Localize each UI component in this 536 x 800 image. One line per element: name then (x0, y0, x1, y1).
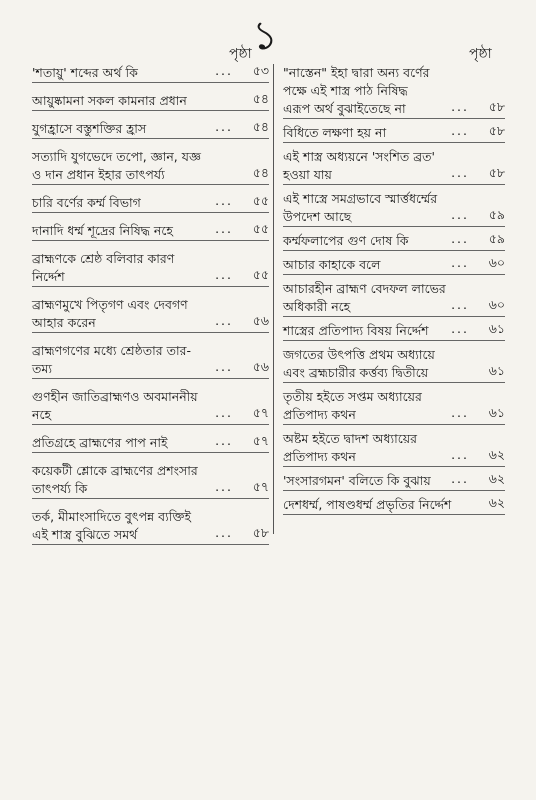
toc-entry (283, 148, 505, 185)
toc-entry-page-number: ৬০ (488, 255, 505, 270)
toc-entry-line: পক্ষে এই শাস্ত্র পাঠ নিষিদ্ধ (283, 83, 408, 98)
toc-entry-line: চারি বর্ণের কর্ম্ম বিভাগ (32, 195, 141, 210)
toc-entry-line: আয়ুষ্কামনা সকল কামনার প্রধান (32, 93, 187, 108)
toc-entry-title (32, 462, 269, 498)
toc-entry (283, 322, 505, 341)
toc-entry-line: প্রতিগ্রহে ব্রাহ্মণের পাপ নাই (32, 435, 168, 450)
toc-entry-line: শাস্ত্রের প্রতিপাদ্য বিষয় নির্দ্দেশ (283, 323, 429, 338)
toc-entry-line: প্রতিপাদ্য কথন (283, 407, 356, 422)
toc-entry-title (32, 342, 269, 378)
toc-entry (283, 190, 505, 227)
toc-entry-page-number: ৫৪ (252, 119, 269, 134)
toc-entry (32, 64, 269, 83)
toc-entry-title (283, 190, 505, 226)
toc-entry-title (283, 280, 505, 316)
toc-entry-title (32, 92, 269, 110)
toc-entry-line: দেশধর্ম্ম, পাষণ্ডধর্ম্ম প্রভৃতির নির্দ্দেশ (283, 497, 452, 512)
toc-entry-line: ব্রাহ্মণমুখে পিতৃগণ এবং দেবগণ (32, 297, 188, 312)
toc-entry-title (32, 194, 269, 212)
toc-entry-page-number: ৬১ (488, 363, 505, 378)
toc-entry-line: তৃতীয় হইতে সপ্তম অধ্যায়ের (283, 389, 422, 404)
toc-entry-line: নির্দ্দেশ (32, 269, 65, 284)
toc-entry (283, 430, 505, 467)
toc-entry-line: কয়েকটী শ্লোকে ব্রাহ্মণের প্রশংসার (32, 463, 198, 478)
toc-entry-title (32, 250, 269, 286)
toc-entry-line: জগতের উৎপত্তি প্রথম অধ্যায়ে (283, 347, 435, 362)
toc-entry-page-number: ৫৪ (252, 91, 269, 106)
toc-entry-title (283, 472, 505, 490)
page-column-header-right: পৃষ্ঠা (469, 46, 492, 62)
toc-entry-line: 'শতায়ু' শব্দের অর্থ কি (32, 65, 138, 80)
toc-entry-title (283, 388, 505, 424)
toc-entry-line: এই শাস্ত্র অধ্যয়নে 'সংশিত ব্রত' (283, 149, 435, 164)
toc-entry-title (283, 430, 505, 466)
toc-entry-line: ও দান প্রধান ইহার তাৎপর্য্য (32, 167, 165, 182)
toc-entry-leader-dots: ... (215, 119, 233, 134)
toc-entry (283, 232, 505, 251)
toc-entry-title (283, 124, 505, 142)
toc-entry-title (283, 64, 505, 118)
toc-entry-leader-dots: ... (451, 321, 469, 336)
toc-entry-title (32, 434, 269, 452)
toc-entry-page-number: ৬০ (488, 297, 505, 312)
toc-entry-line: এই শাস্ত্রে সমগ্রভাবে স্মার্ত্তধর্ম্মের (283, 191, 438, 206)
toc-entry-page-number: ৬২ (488, 471, 505, 486)
toc-entry-leader-dots: ... (451, 165, 469, 180)
toc-entry-line: অষ্টম হইতে দ্বাদশ অধ্যায়ের (283, 431, 418, 446)
toc-entry-page-number: ৫৮ (488, 165, 505, 180)
toc-entry (283, 388, 505, 425)
toc-entry-line: আহার করেন (32, 315, 96, 330)
toc-entry-title (32, 296, 269, 332)
toc-entry-leader-dots: ... (215, 63, 233, 78)
toc-entry-page-number: ৫৯ (488, 231, 505, 246)
toc-entry (32, 462, 269, 499)
toc-entry-page-number: ৬১ (488, 321, 505, 336)
toc-entry-line: অধিকারী নহে (283, 299, 351, 314)
toc-entry-title (32, 120, 269, 138)
toc-entry-title (32, 388, 269, 424)
toc-entry-title (283, 148, 505, 184)
toc-entry-leader-dots: ... (451, 231, 469, 246)
toc-column-right (283, 64, 505, 515)
toc-entry-line: "নাস্তেন" ইহা দ্বারা অন্য বর্ণের (283, 65, 430, 80)
toc-entry-title (283, 496, 505, 514)
toc-entry-line: বিধিতে লক্ষণা হয় না (283, 125, 387, 140)
toc-entry-line: সত্যাদি যুগভেদে তপো, জ্ঞান, যজ্ঞ (32, 149, 201, 164)
toc-entry (32, 92, 269, 111)
toc-entry-leader-dots: ... (215, 433, 233, 448)
toc-entry (32, 148, 269, 185)
toc-entry-line: এবং ব্রহ্মচারীর কর্ত্তব্য দ্বিতীয়ে (283, 365, 429, 380)
toc-entry-page-number: ৬২ (488, 495, 505, 510)
toc-entry-leader-dots: ... (451, 123, 469, 138)
toc-entry-page-number: ৫৭ (252, 405, 269, 420)
toc-entry (32, 342, 269, 379)
toc-entry-page-number: ৫৬ (252, 313, 269, 328)
toc-entry (32, 250, 269, 287)
toc-entry-line: প্রতিপাদ্য কথন (283, 449, 356, 464)
toc-entry-leader-dots: ... (215, 193, 233, 208)
toc-entry-page-number: ৫৮ (488, 123, 505, 138)
toc-entry-page-number: ৫৩ (252, 63, 269, 78)
toc-entry (283, 124, 505, 143)
toc-entry (283, 280, 505, 317)
toc-entry-page-number: ৫৫ (252, 221, 269, 236)
toc-entry-title (32, 148, 269, 184)
toc-entry-title (283, 256, 505, 274)
toc-entry-page-number: ৫৫ (252, 267, 269, 282)
toc-column-left (32, 64, 269, 545)
column-divider (273, 64, 274, 534)
toc-entry-line: গুণহীন জাতিব্রাহ্মণও অবমাননীয় (32, 389, 198, 404)
toc-entry-page-number: ৫৯ (488, 207, 505, 222)
toc-entry-line: এই শাস্ত্র বুঝিতে সমর্থ (32, 527, 138, 542)
toc-entry (32, 508, 269, 545)
toc-entry-line: কর্ম্মফলাপের গুণ দোষ কি (283, 233, 409, 248)
toc-entry-page-number: ৬১ (488, 405, 505, 420)
toc-entry-leader-dots: ... (215, 525, 233, 540)
toc-entry (283, 64, 505, 119)
toc-entry-line: তর্ক, মীমাংসাদিতে বুৎপন্ন ব্যক্তিই (32, 509, 191, 524)
toc-entry-title (283, 346, 505, 382)
toc-entry-leader-dots: ... (451, 297, 469, 312)
toc-entry (32, 434, 269, 453)
toc-entry-leader-dots: ... (215, 405, 233, 420)
toc-entry-line: ব্রাহ্মণকে শ্রেষ্ঠ বলিবার কারণ (32, 251, 175, 266)
toc-entry-title (283, 322, 505, 340)
toc-entry-page-number: ৫৫ (252, 193, 269, 208)
toc-entry (283, 256, 505, 275)
toc-entry-line: যুগহ্রাসে বস্তুশক্তির হ্রাস (32, 121, 147, 136)
toc-entry-line: আচার কাহাকে বলে (283, 257, 381, 272)
toc-entry-line: উপদেশ আছে (283, 209, 352, 224)
toc-entry-title (32, 222, 269, 240)
toc-entry (32, 296, 269, 333)
toc-entry (283, 346, 505, 383)
toc-entry (32, 120, 269, 139)
toc-entry-leader-dots: ... (451, 405, 469, 420)
toc-entry-leader-dots: ... (451, 255, 469, 270)
toc-entry-line: দানাদি ধর্ম্ম শূদ্রের নিষিদ্ধ নহে (32, 223, 173, 238)
toc-entry-leader-dots: ... (451, 207, 469, 222)
page-number: ১ (252, 13, 278, 59)
toc-entry (32, 194, 269, 213)
toc-entry-line: ব্রাহ্মণগণের মধ্যে শ্রেষ্ঠতার তার- (32, 343, 191, 358)
toc-entry-title (283, 232, 505, 250)
toc-entry-title (32, 64, 269, 82)
toc-entry-leader-dots: ... (451, 471, 469, 486)
toc-entry-page-number: ৫৬ (252, 359, 269, 374)
toc-entry-page-number: ৫৮ (252, 525, 269, 540)
toc-entry-line: নহে (32, 407, 52, 422)
toc-entry-leader-dots: ... (451, 99, 469, 114)
toc-entry (32, 222, 269, 241)
toc-entry-page-number: ৬২ (488, 447, 505, 462)
toc-entry (283, 472, 505, 491)
toc-entry-line: এরূপ অর্থ বুঝাইতেছে না (283, 101, 406, 116)
toc-entry-line: 'সংসারগমন' বলিতে কি বুঝায় (283, 473, 431, 488)
toc-entry-leader-dots: ... (215, 359, 233, 374)
toc-entry-page-number: ৫৪ (252, 165, 269, 180)
toc-entry-leader-dots: ... (215, 313, 233, 328)
toc-entry-page-number: ৫৭ (252, 479, 269, 494)
toc-entry-line: তম্য (32, 361, 52, 376)
toc-entry (32, 388, 269, 425)
page-column-header-left: পৃষ্ঠা (229, 46, 252, 62)
toc-entry-line: আচারহীন ব্রাহ্মণ বেদফল লাভের (283, 281, 446, 296)
toc-entry-leader-dots: ... (215, 221, 233, 236)
toc-entry-leader-dots: ... (215, 479, 233, 494)
toc-entry-title (32, 508, 269, 544)
toc-entry-line: তাৎপর্য্য কি (32, 481, 88, 496)
toc-entry-page-number: ৫৮ (488, 99, 505, 114)
toc-entry-leader-dots: ... (215, 267, 233, 282)
toc-entry (283, 496, 505, 515)
toc-entry-leader-dots: ... (451, 447, 469, 462)
toc-entry-page-number: ৫৭ (252, 433, 269, 448)
toc-entry-line: হওয়া যায় (283, 167, 332, 182)
